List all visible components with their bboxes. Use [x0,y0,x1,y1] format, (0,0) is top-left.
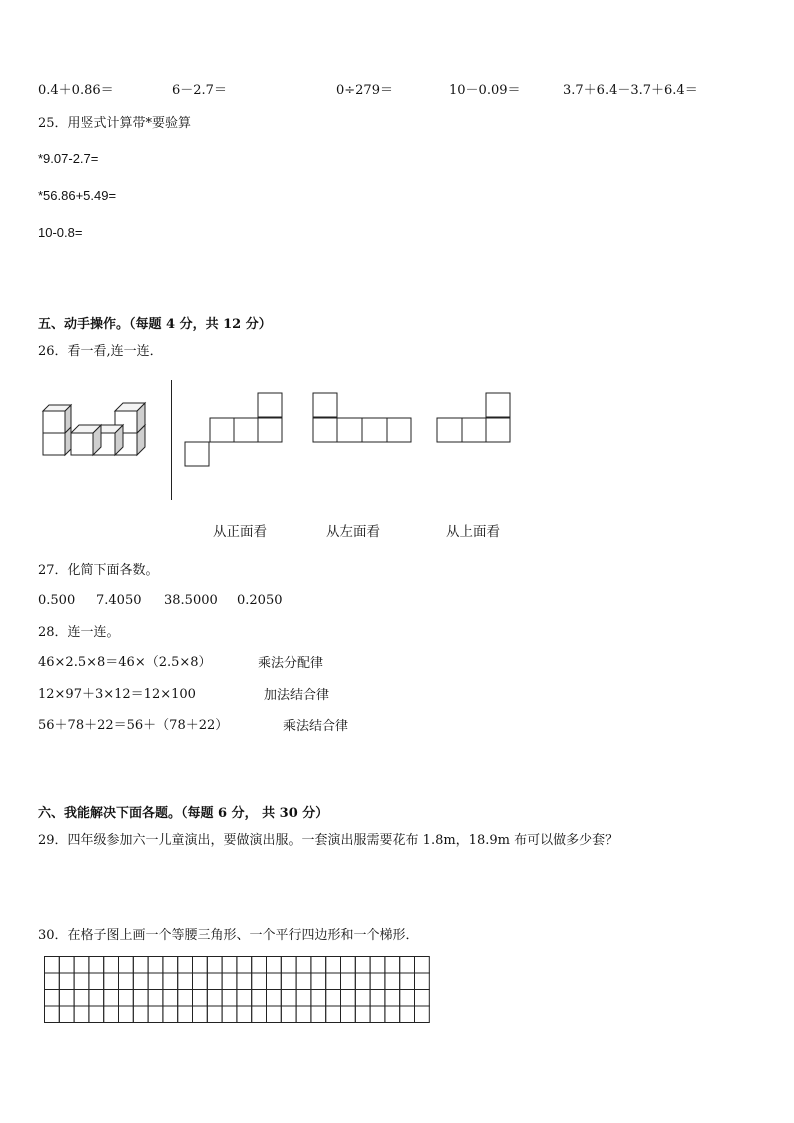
q28-title: 28．连一连。 [38,625,120,640]
grid-cell[interactable] [355,957,370,974]
grid-cell[interactable] [415,1006,430,1023]
grid-cell[interactable] [207,1006,222,1023]
grid-cell[interactable] [104,990,119,1007]
grid-cell[interactable] [267,973,282,990]
grid-cell[interactable] [355,973,370,990]
grid-cell[interactable] [281,957,296,974]
q27-number-4: 0.2050 [237,593,283,608]
calc-item-3: 0÷279＝ [336,83,393,98]
grid-cell[interactable] [237,990,252,1007]
grid-cell[interactable] [148,957,163,974]
q28-expression-3: 56＋78＋22＝56＋（78＋22） [38,718,229,733]
grid-cell[interactable] [341,1006,356,1023]
q25-title: 25．用竖式计算带*要验算 [38,116,192,131]
grid-cell[interactable] [237,973,252,990]
grid-cell[interactable] [74,1006,89,1023]
grid-cell[interactable] [178,1006,193,1023]
view-label-left: 从左面看 [326,524,380,539]
grid-cell[interactable] [370,990,385,1007]
grid-cell[interactable] [119,957,134,974]
grid-cell[interactable] [45,973,60,990]
grid-cell[interactable] [311,1006,326,1023]
view-figure-2 [312,392,416,444]
grid-cell[interactable] [311,957,326,974]
q29-text: 29．四年级参加六一儿童演出，要做演出服。一套演出服需要花布 1.8m，18.9m 布可以做多少套？ [38,833,619,848]
grid-cell[interactable] [45,990,60,1007]
grid-cell[interactable] [326,1006,341,1023]
grid-cell[interactable] [119,990,134,1007]
q26-title: 26．看一看,连一连． [38,344,163,359]
q25-item-1: *9.07-2.7= [38,151,99,166]
grid-cell[interactable] [59,990,74,1007]
grid-cell[interactable] [281,1006,296,1023]
grid-cell[interactable] [355,1006,370,1023]
grid-cell[interactable] [400,973,415,990]
grid-cell[interactable] [222,1006,237,1023]
cube-bottom-2 [71,425,101,455]
drawing-grid[interactable] [44,956,434,1026]
grid-cell[interactable] [193,1006,208,1023]
grid-cell[interactable] [385,1006,400,1023]
grid-cell[interactable] [237,1006,252,1023]
grid-cell[interactable] [385,973,400,990]
cube-figure [40,418,160,468]
grid-cell[interactable] [222,973,237,990]
q28-law-1: 乘法分配律 [258,655,324,670]
grid-cell[interactable] [252,990,267,1007]
grid-cell[interactable] [193,990,208,1007]
grid-cell[interactable] [415,990,430,1007]
grid-cell[interactable] [341,990,356,1007]
grid-cell[interactable] [296,957,311,974]
grid-cell[interactable] [222,990,237,1007]
section6-title: 六、我能解决下面各题。（每题 6 分， 共 30 分） [38,806,329,821]
grid-cell[interactable] [89,973,104,990]
calc-item-1: 0.4＋0.86＝ [38,83,114,98]
grid-cell[interactable] [296,1006,311,1023]
q28-law-3: 乘法结合律 [283,718,349,733]
section5-title: 五、动手操作。（每题 4 分，共 12 分） [38,317,272,332]
view-label-top: 从上面看 [446,524,500,539]
grid-cell[interactable] [104,973,119,990]
calc-item-4: 10－0.09＝ [449,83,521,98]
grid-cell[interactable] [252,973,267,990]
grid-cell[interactable] [163,973,178,990]
grid-cell[interactable] [326,957,341,974]
grid-cell[interactable] [296,973,311,990]
grid-cell[interactable] [193,957,208,974]
grid-cell[interactable] [89,957,104,974]
grid-cell[interactable] [326,973,341,990]
divider-line [171,380,172,500]
grid-cell[interactable] [370,1006,385,1023]
grid-cell[interactable] [178,957,193,974]
q27-number-1: 0.500 [38,593,76,608]
grid-cell[interactable] [207,990,222,1007]
grid-cell[interactable] [400,990,415,1007]
grid-cell[interactable] [252,1006,267,1023]
grid-cell[interactable] [59,1006,74,1023]
grid-cell[interactable] [104,1006,119,1023]
grid-cell[interactable] [267,957,282,974]
q28-law-2: 加法结合律 [264,687,330,702]
grid-cell[interactable] [341,957,356,974]
grid-cell[interactable] [267,1006,282,1023]
grid-cell[interactable] [74,973,89,990]
view-figure-1 [184,392,284,468]
q25-item-3: 10-0.8= [38,225,83,240]
q28-expression-1: 46×2.5×8＝46×（2.5×8） [38,655,212,670]
grid-cell[interactable] [222,957,237,974]
q27-number-3: 38.5000 [164,593,218,608]
grid-cell[interactable] [296,990,311,1007]
grid-cell[interactable] [104,957,119,974]
grid-cell[interactable] [148,1006,163,1023]
q25-item-2: *56.86+5.49= [38,188,117,203]
cube-top-1 [43,405,71,433]
grid-cell[interactable] [370,957,385,974]
q27-number-2: 7.4050 [96,593,142,608]
grid-cell[interactable] [45,957,60,974]
calc-item-5: 3.7＋6.4－3.7＋6.4＝ [563,83,698,98]
grid-cell[interactable] [89,990,104,1007]
grid-cell[interactable] [193,973,208,990]
q28-expression-2: 12×97＋3×12＝12×100 [38,687,196,702]
grid-cell[interactable] [252,957,267,974]
grid-cell[interactable] [326,990,341,1007]
grid-cell[interactable] [59,957,74,974]
grid-cell[interactable] [355,990,370,1007]
q30-text: 30．在格子图上画一个等腰三角形、一个平行四边形和一个梯形． [38,928,419,943]
grid-cell[interactable] [281,973,296,990]
grid-cell[interactable] [133,1006,148,1023]
grid-cell[interactable] [311,973,326,990]
grid-cell[interactable] [163,990,178,1007]
grid-cell[interactable] [178,990,193,1007]
grid-cell[interactable] [385,957,400,974]
grid-cell[interactable] [163,957,178,974]
grid-cell[interactable] [133,957,148,974]
grid-cell[interactable] [281,990,296,1007]
grid-cell[interactable] [133,973,148,990]
grid-cell[interactable] [148,990,163,1007]
view-label-front: 从正面看 [213,524,267,539]
grid-cell[interactable] [267,990,282,1007]
grid-cell[interactable] [74,957,89,974]
grid-cell[interactable] [400,1006,415,1023]
grid-cell[interactable] [341,973,356,990]
grid-cell[interactable] [119,1006,134,1023]
grid-cell[interactable] [237,957,252,974]
grid-cell[interactable] [415,957,430,974]
grid-cell[interactable] [163,1006,178,1023]
grid-cell[interactable] [207,957,222,974]
grid-cell[interactable] [74,990,89,1007]
grid-cell[interactable] [415,973,430,990]
grid-cell[interactable] [385,990,400,1007]
grid-cell[interactable] [148,973,163,990]
grid-cell[interactable] [119,973,134,990]
grid-cell[interactable] [59,973,74,990]
grid-cell[interactable] [400,957,415,974]
grid-cell[interactable] [370,973,385,990]
grid-cell[interactable] [133,990,148,1007]
view-figure-3 [436,392,516,444]
calc-item-2: 6－2.7＝ [172,83,227,98]
grid-cell[interactable] [89,1006,104,1023]
grid-cell[interactable] [311,990,326,1007]
grid-cell[interactable] [45,1006,60,1023]
q27-title: 27．化简下面各数。 [38,563,159,578]
grid-cell[interactable] [178,973,193,990]
grid-cell[interactable] [207,973,222,990]
